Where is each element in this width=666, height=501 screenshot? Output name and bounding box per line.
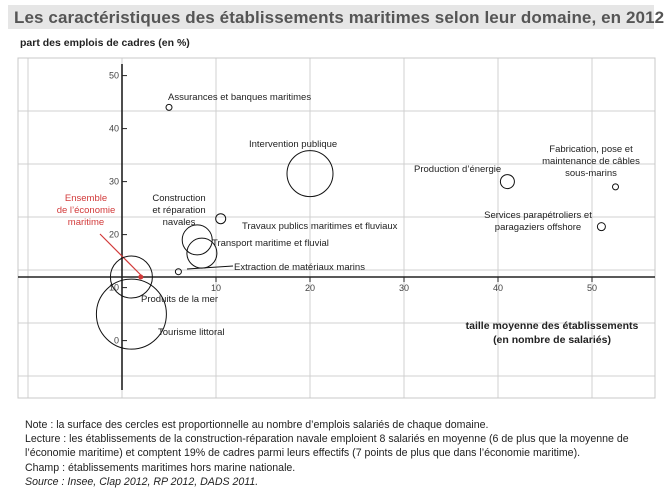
- reference-point: [138, 275, 143, 280]
- note-text: Note : la surface des cercles est proportionnelle au nombre d’emplois salariés de chaque domaine.: [25, 419, 489, 431]
- bubble-point: [166, 104, 172, 110]
- y-tick-label: 40: [108, 123, 119, 134]
- label-leader: [187, 266, 233, 269]
- y-tick-label: 10: [108, 282, 119, 293]
- bubble-label: Tourisme littoral: [158, 327, 225, 338]
- bubble-label: Transport maritime et fluvial: [212, 238, 329, 249]
- bubble-label: maintenance de câbles: [542, 156, 640, 167]
- bubble-label: Production d’énergie: [414, 164, 502, 175]
- reference-label: de l’économie: [56, 205, 116, 216]
- reference-label: Ensemble: [64, 193, 108, 204]
- x-tick-label: 50: [586, 283, 598, 293]
- bubble-label: Intervention publique: [249, 139, 338, 150]
- source-text: Source : Insee, Clap 2012, RP 2012, DADS 2011.: [25, 475, 259, 488]
- bubble-label: paragaziers offshore: [494, 222, 582, 233]
- y-tick-label: 30: [108, 176, 119, 187]
- y-tick-label: 20: [108, 229, 119, 240]
- bubble-label: Assurances et banques maritimes: [168, 92, 312, 103]
- x-tick-label: 10: [210, 283, 222, 293]
- y-axis-title: part des emplois de cadres (en %): [20, 37, 190, 49]
- reference-leader: [100, 234, 141, 275]
- x-tick-label: 30: [398, 283, 410, 293]
- notes-block: [25, 418, 655, 489]
- bubble-label: sous-marins: [565, 168, 617, 179]
- x-tick-label: 40: [492, 283, 504, 293]
- bubble-point: [96, 279, 166, 349]
- y-tick-label: 50: [108, 70, 119, 81]
- chart-title: Les caractéristiques des établissements maritimes selon leur domaine, en 2012: [14, 8, 665, 27]
- bubble-label: navales: [162, 217, 196, 228]
- bubble-label: Services parapétroliers et: [484, 210, 592, 221]
- bubble-point: [500, 175, 514, 189]
- champ-text: Champ : établissements maritimes hors marine nationale.: [25, 461, 296, 474]
- x-axis-title-line2: (en nombre de salariés): [493, 334, 611, 346]
- bubble-point: [216, 214, 226, 224]
- bubble-label: et réparation: [152, 205, 206, 216]
- lecture-text: Lecture : les établissements de la construction-réparation navale emploient 8 salariés en moyenne (6 de plus que la moyenne de l’économie maritime) et comptent 19% de cadres parmi leurs effectifs (7 points de plus que dans l’économie maritime).: [25, 433, 629, 460]
- bubble-point: [597, 223, 605, 231]
- x-tick-label: 20: [304, 283, 316, 293]
- bubble-label: Produits de la mer: [141, 294, 219, 305]
- bubble-label: Construction: [152, 193, 206, 204]
- bubble-label: Extraction de matériaux marins: [234, 262, 365, 273]
- x-axis-title-line1: taille moyenne des établissements: [465, 320, 639, 332]
- bubble-label: Fabrication, pose et: [549, 144, 633, 155]
- y-tick-label: 0: [113, 335, 119, 346]
- reference-label: maritime: [67, 217, 105, 228]
- bubble-label: Travaux publics maritimes et fluviaux: [242, 221, 398, 232]
- bubble-point: [613, 184, 619, 190]
